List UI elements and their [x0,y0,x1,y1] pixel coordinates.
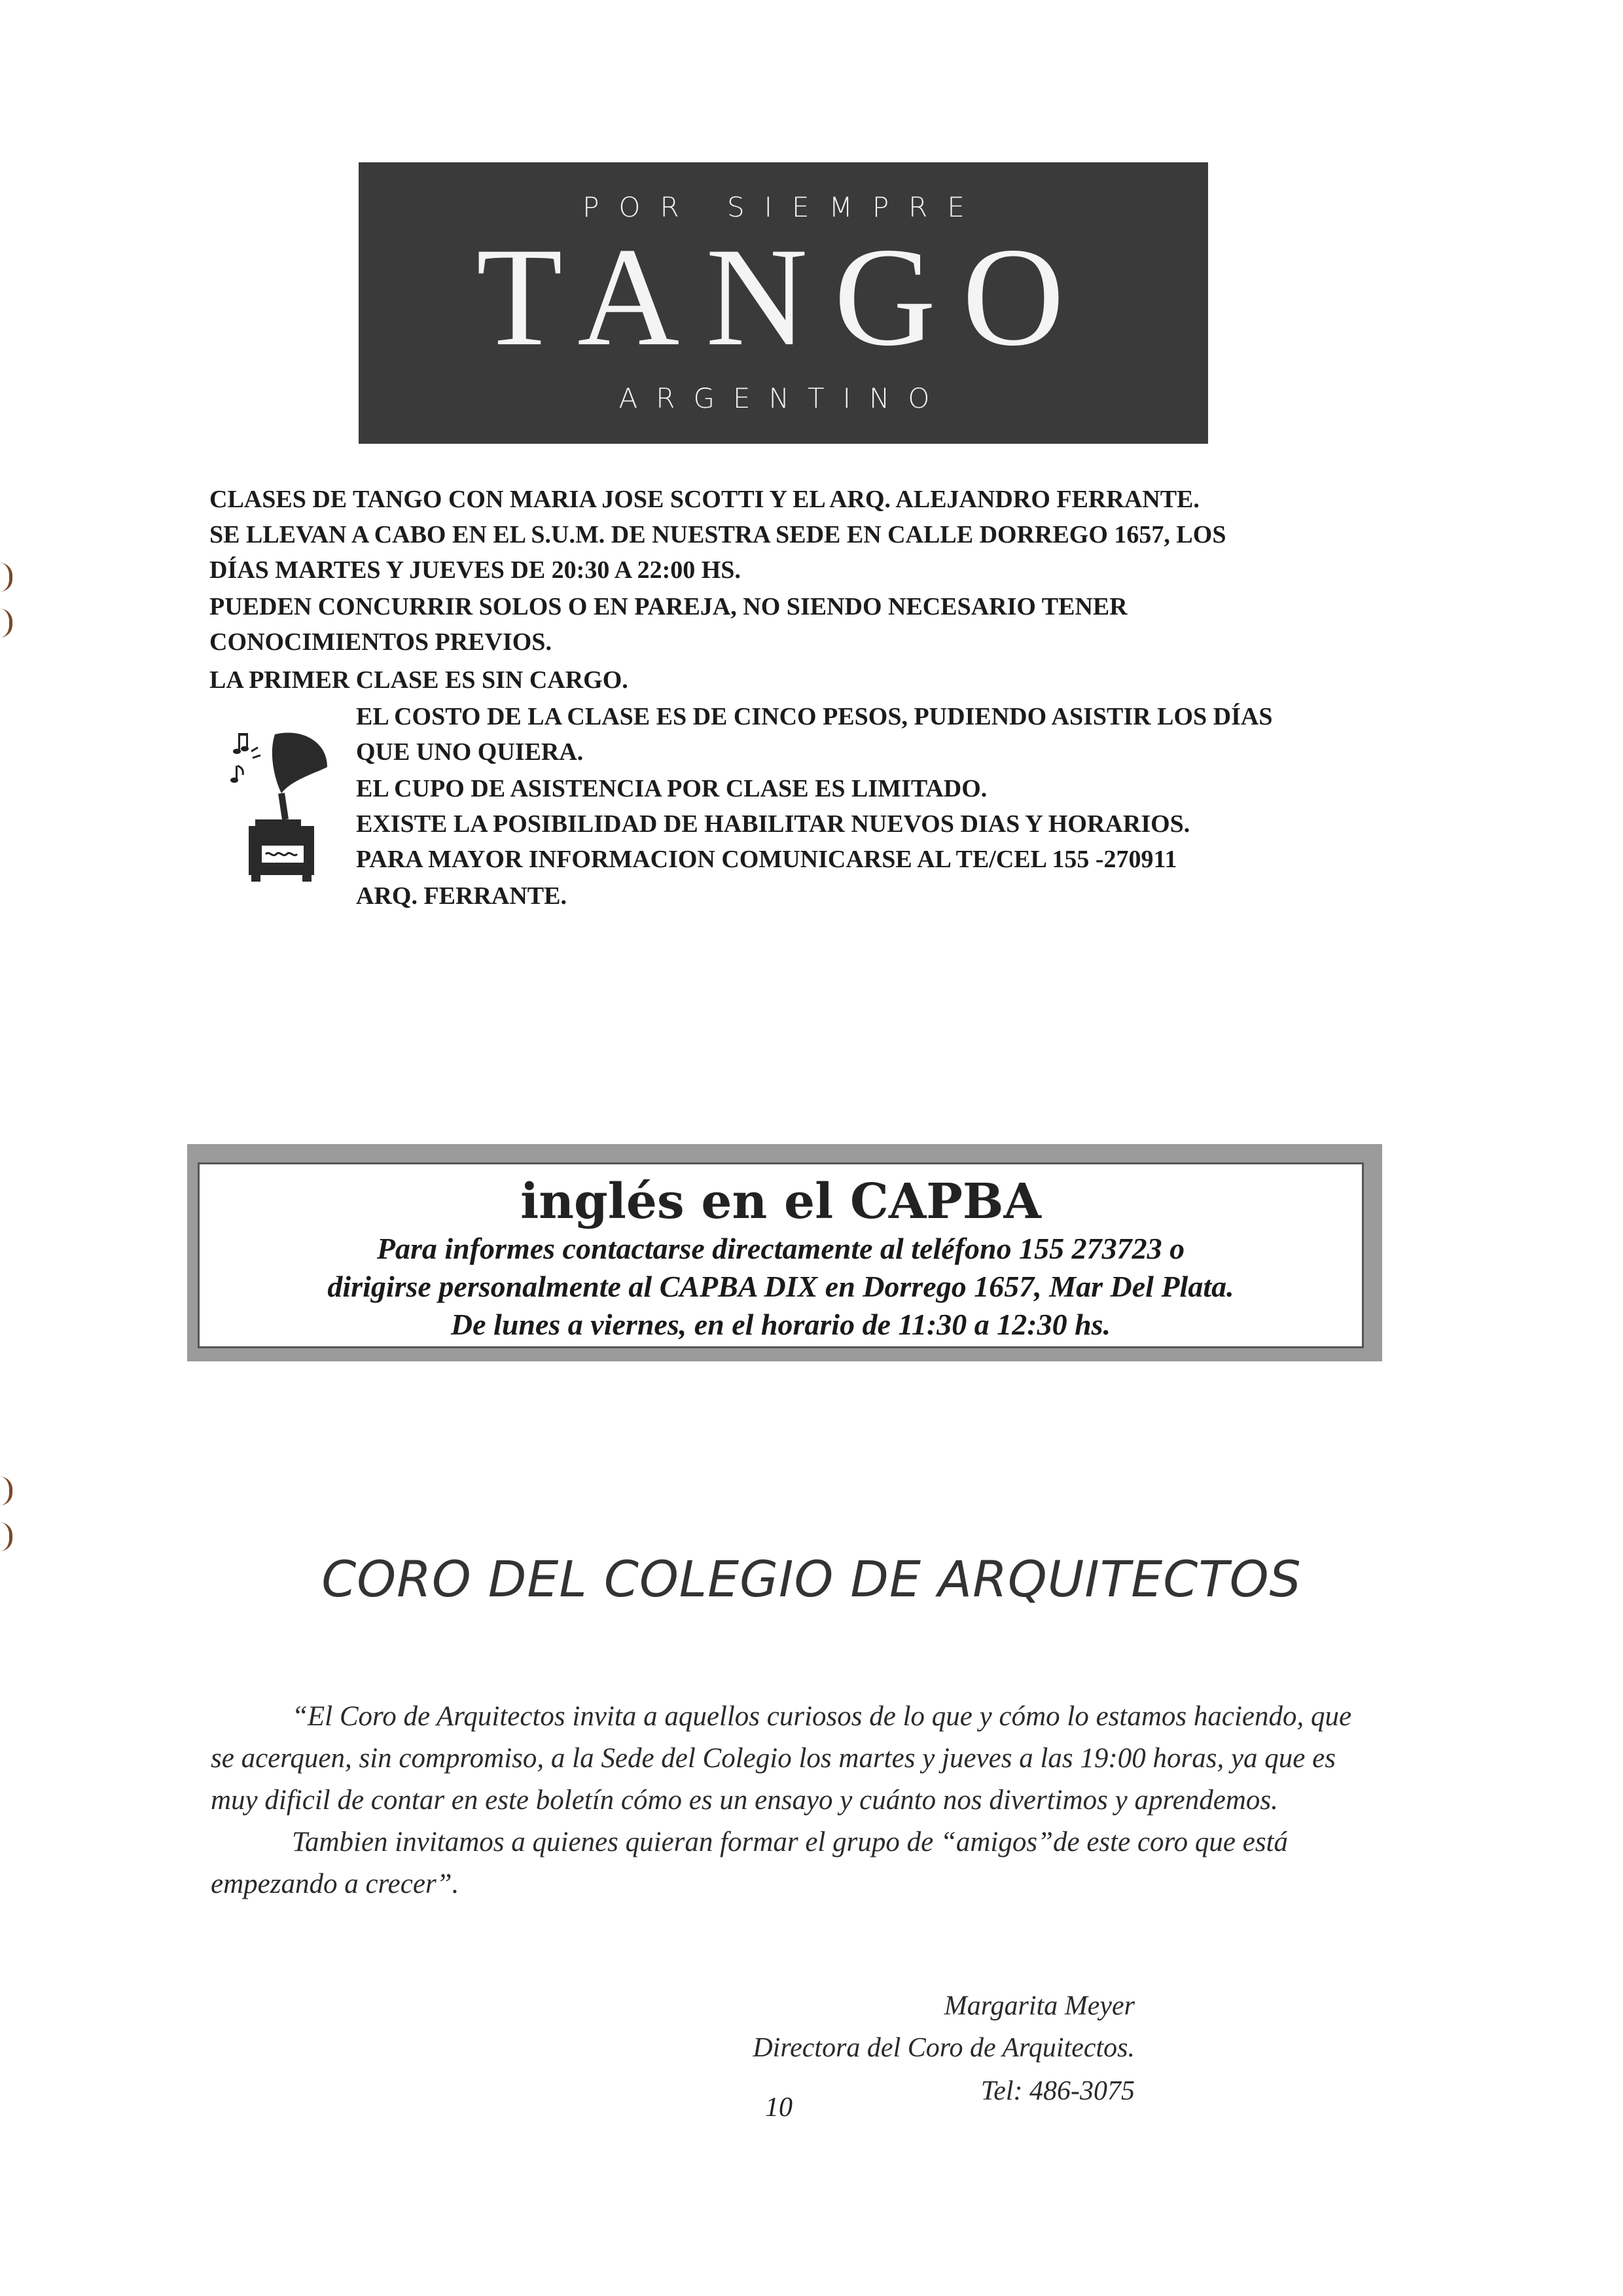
coro-quote-line: muy dificil de contar en este boletín cómo es un ensayo y cuánto nos divertimos y aprendemos. [211,1785,1278,1816]
tango-banner-title: TANGO [476,219,1091,375]
coro-quote-line: empezando a crecer”. [211,1869,459,1899]
signature-role: Directora del Coro de Arquitectos. [753,2033,1135,2063]
signature-name: Margarita Meyer [944,1991,1135,2021]
ingles-capba-box [187,1144,1382,1361]
ingles-capba-inner [198,1162,1364,1348]
tango-info-line: CONOCIMIENTOS PREVIOS. [209,628,552,656]
tango-info-line: SE LLEVAN A CABO EN EL S.U.M. DE NUESTRA SEDE EN CALLE DORREGO 1657, LOS [209,521,1226,548]
tango-banner-top-text: POR SIEMPRE [582,191,984,223]
coro-quote-line: Tambien invitamos a quienes quieran formar el grupo de “amigos”de este coro que está [292,1827,1289,1857]
page-number: 10 [765,2092,793,2123]
ingles-capba-line: De lunes a viernes, en el horario de 11:30 a 12:30 hs. [450,1308,1111,1341]
tango-info-line: QUE UNO QUIERA. [356,738,584,766]
coro-quote-line: se acerquen, sin compromiso, a la Sede del Colegio los martes y jueves a las 19:00 horas, ya que es [211,1743,1336,1774]
tango-banner [359,162,1208,444]
signature-tel: Tel: 486-3075 [980,2076,1135,2106]
tango-info-line: CLASES DE TANGO CON MARIA JOSE SCOTTI Y EL ARQ. ALEJANDRO FERRANTE. [209,486,1200,513]
tango-info-line: EL COSTO DE LA CLASE ES DE CINCO PESOS, PUDIENDO ASISTIR LOS DÍAS [356,703,1273,730]
coro-quote-line: “El Coro de Arquitectos invita a aquellos curiosos de lo que y cómo lo estamos haciendo, que [292,1701,1352,1732]
margin-mark [0,1477,12,1505]
tango-info-line: ARQ. FERRANTE. [356,882,567,910]
coro-title: CORO DEL COLEGIO DE ARQUITECTOS [321,1550,1302,1608]
margin-mark [0,1522,12,1551]
tango-info-line: LA PRIMER CLASE ES SIN CARGO. [209,666,628,694]
ingles-capba-title: inglés en el CAPBA [520,1174,1041,1230]
margin-mark [0,563,12,592]
ingles-capba-line: dirigirse personalmente al CAPBA DIX en Dorrego 1657, Mar Del Plata. [327,1270,1234,1303]
tango-info-line: DÍAS MARTES Y JUEVES DE 20:30 A 22:00 HS. [209,556,741,584]
margin-mark [0,609,12,637]
ingles-capba-line: Para informes contactarse directamente al teléfono 155 273723 o [376,1232,1185,1265]
tango-info-line: EL CUPO DE ASISTENCIA POR CLASE ES LIMITADO. [356,775,988,802]
tango-info-line: PARA MAYOR INFORMACION COMUNICARSE AL TE/CEL 155 -270911 [356,846,1177,873]
tango-info-line: EXISTE LA POSIBILIDAD DE HABILITAR NUEVOS DIAS Y HORARIOS. [356,810,1190,838]
phonograph-icon [229,728,334,885]
tango-banner-bottom-text: ARGENTINO [618,382,948,414]
tango-info-line: PUEDEN CONCURRIR SOLOS O EN PAREJA, NO SIENDO NECESARIO TENER [209,593,1128,620]
